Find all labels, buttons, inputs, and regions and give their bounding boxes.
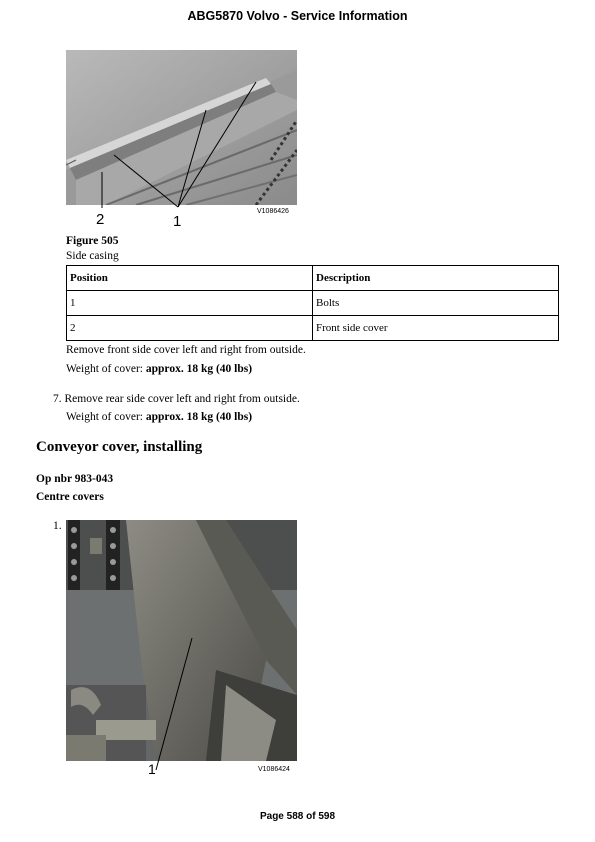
section-heading: Conveyor cover, installing bbox=[36, 439, 203, 455]
step-7 bbox=[53, 393, 300, 405]
step-number: 7. bbox=[53, 393, 62, 405]
page-header: ABG5870 Volvo - Service Information bbox=[187, 9, 408, 23]
image-code: V1086426 bbox=[257, 208, 289, 215]
table-header-position: Position bbox=[67, 266, 313, 291]
table-cell: 2 bbox=[67, 316, 313, 341]
subheading: Centre covers bbox=[36, 491, 104, 503]
step-1-number: 1. bbox=[53, 520, 62, 532]
callout-1: 1 bbox=[173, 213, 182, 228]
table-cell: Bolts bbox=[313, 291, 559, 316]
position-table bbox=[66, 265, 559, 341]
weight-value: approx. 18 kg (40 lbs) bbox=[145, 411, 253, 423]
callout-1: 1 bbox=[148, 761, 156, 776]
table-header-row bbox=[67, 266, 559, 291]
weight-value: approx. 18 kg (40 lbs) bbox=[145, 363, 253, 375]
figure-title: Figure 505 bbox=[66, 235, 119, 247]
weight-label: Weight of cover: bbox=[66, 411, 143, 423]
page-footer: Page 588 of 598 bbox=[259, 811, 336, 822]
table-cell: Front side cover bbox=[313, 316, 559, 341]
image-code: V1086424 bbox=[258, 766, 290, 773]
weight-line bbox=[66, 363, 252, 375]
remove-front-text: Remove front side cover left and right from outside. bbox=[66, 344, 306, 356]
table-row bbox=[67, 316, 559, 341]
centre-cover-photo bbox=[66, 520, 297, 776]
side-casing-photo bbox=[66, 50, 297, 228]
weight-label: Weight of cover: bbox=[66, 363, 143, 375]
table-header-description: Description bbox=[313, 266, 559, 291]
callout-2: 2 bbox=[96, 211, 105, 228]
table-cell: 1 bbox=[67, 291, 313, 316]
weight-line bbox=[66, 411, 252, 423]
step-text: Remove rear side cover left and right from outside. bbox=[64, 393, 300, 405]
op-number: Op nbr 983-043 bbox=[36, 473, 114, 485]
table-row bbox=[67, 291, 559, 316]
figure-caption: Side casing bbox=[66, 250, 119, 262]
